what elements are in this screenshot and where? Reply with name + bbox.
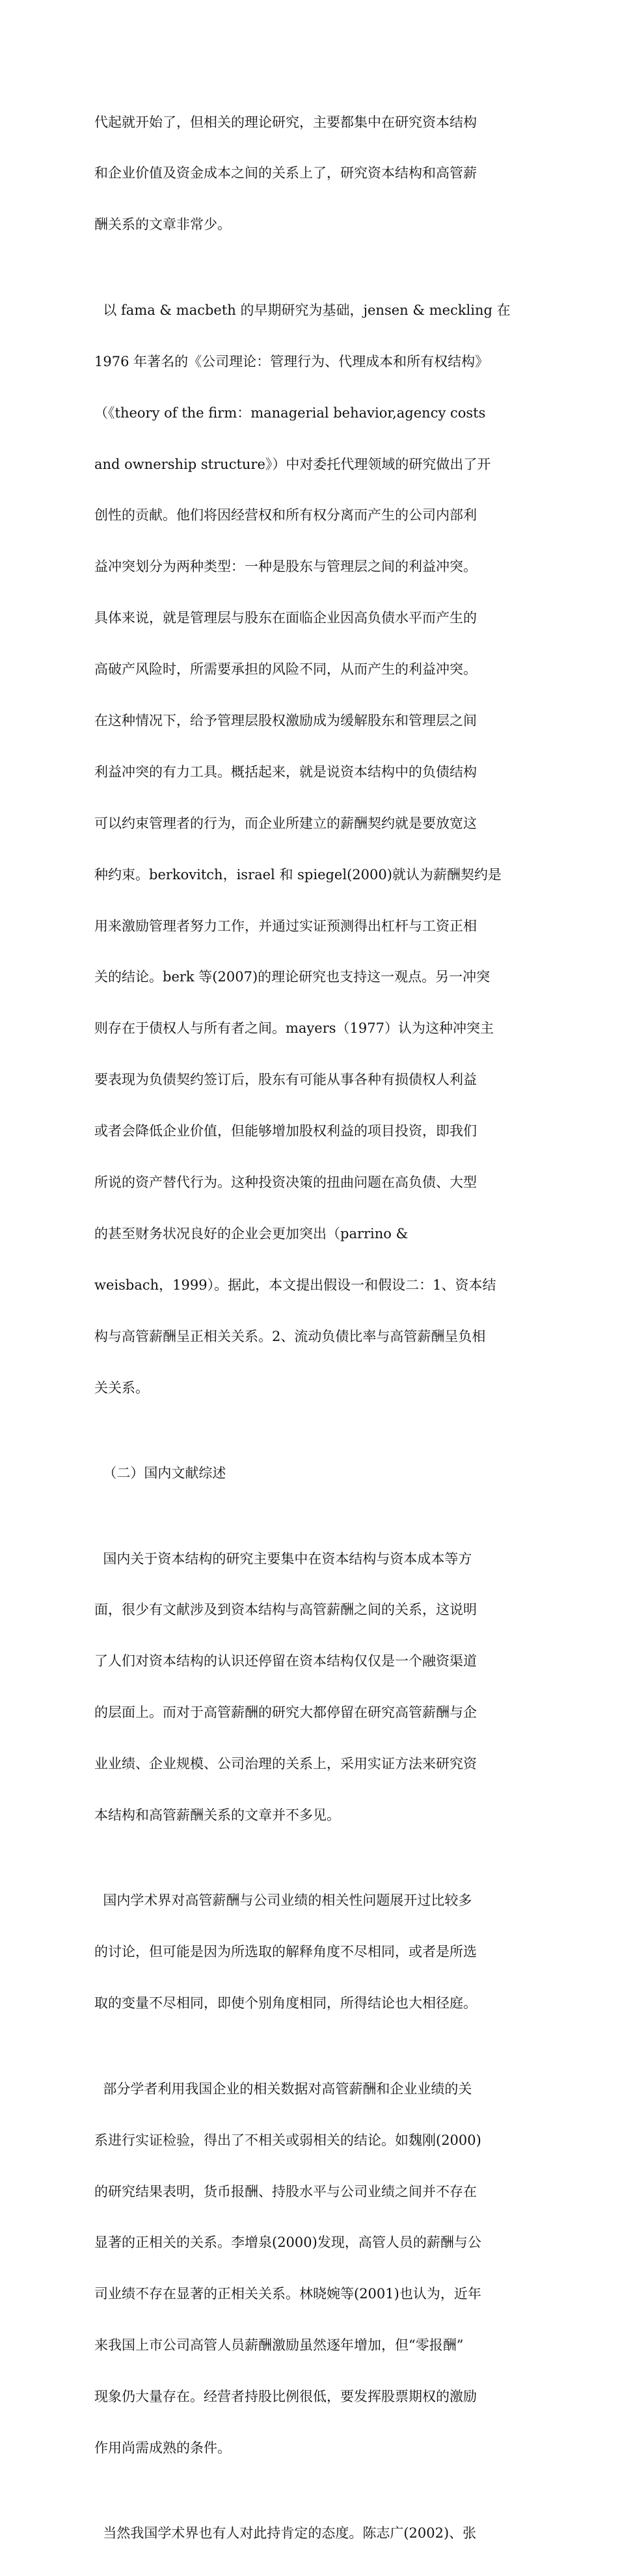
paragraph-5	[94, 2046, 516, 2491]
text-line: 和企业价值及资金成本之间的关系上了，研究资本结构和高管薪	[94, 165, 477, 181]
text-line: 在这种情况下，给予管理层股权激励成为缓解股东和管理层之间	[94, 712, 477, 728]
text-line: 了人们对资本结构的认识还停留在资本结构仅仅是一个融资渠道	[94, 1653, 477, 1669]
section-heading	[94, 1430, 516, 1515]
text-line: 则存在于债权人与所有者之间。mayers（1977）认为这种冲突主	[94, 1020, 494, 1037]
text-line: 1976 年著名的《公司理论：管理行为、代理成本和所有权结构》	[94, 353, 489, 369]
text-line: 构与高管薪酬呈正相关关系。2、流动负债比率与高管薪酬呈负相	[94, 1328, 486, 1344]
text-line: 种约束。berkovitch，israel 和 spiegel(2000)就认为薪酬契约是	[94, 866, 502, 883]
text-line: 可以约束管理者的行为，而企业所建立的薪酬契约就是要放宽这	[94, 815, 477, 831]
text-line: and ownership structure》）中对委托代理领域的研究做出了开	[94, 456, 491, 472]
text-line: 代起就开始了，但相关的理论研究，主要都集中在研究资本结构	[94, 114, 477, 130]
text-line: 关关系。	[94, 1379, 149, 1396]
paragraph-4	[94, 1858, 516, 2046]
text-line: 酬关系的文章非常少。	[94, 217, 231, 233]
text-line: 业业绩、企业规模、公司治理的关系上，采用实证方法来研究资	[94, 1756, 477, 1772]
text-line: 部分学者利用我国企业的相关数据对高管薪酬和企业业绩的关	[94, 2080, 472, 2097]
text-line: 利益冲突的有力工具。概括起来，就是说资本结构中的负债结构	[94, 764, 477, 780]
paragraph-3	[94, 1516, 516, 1858]
text-line: 取的变量不尽相同，即使个别角度相同，所得结论也大相径庭。	[94, 1995, 477, 2012]
paragraph-2	[94, 267, 516, 1430]
text-line: 的甚至财务状况良好的企业会更加突出（parrino &	[94, 1225, 409, 1242]
paragraph-6	[94, 2491, 516, 2576]
text-line: 用来激励管理者努力工作，并通过实证预测得出杠杆与工资正相	[94, 918, 477, 934]
text-line: 的研究结果表明，货币报酬、持股水平与公司业绩之间并不存在	[94, 2183, 477, 2199]
text-line: 以 fama & macbeth 的早期研究为基础，jensen & meckling 在	[94, 302, 511, 318]
text-line: 司业绩不存在显著的正相关关系。林晓婉等(2001)也认为，近年	[94, 2286, 481, 2302]
document-body	[94, 79, 516, 2576]
text-line: 国内学术界对高管薪酬与公司业绩的相关性问题展开过比较多	[94, 1892, 472, 1909]
text-line: 具体来说，就是管理层与股东在面临企业因高负债水平而产生的	[94, 610, 477, 626]
text-line: 高破产风险时，所需要承担的风险不同，从而产生的利益冲突。	[94, 661, 477, 678]
text-line: 当然我国学术界也有人对此持肯定的态度。陈志广(2002)、张	[94, 2525, 477, 2542]
text-line: 的层面上。而对于高管薪酬的研究大都停留在研究高管薪酬与企	[94, 1705, 477, 1721]
text-line: （《theory of the firm：managerial behavior,agency costs	[94, 405, 486, 421]
paragraph-1	[94, 79, 516, 267]
text-line: 国内关于资本结构的研究主要集中在资本结构与资本成本等方	[94, 1550, 472, 1567]
text-line: 要表现为负债契约签订后，股东有可能从事各种有损债权人利益	[94, 1072, 477, 1088]
text-line: 作用尚需成熟的条件。	[94, 2439, 231, 2456]
text-line: 创性的贡献。他们将因经营权和所有权分离而产生的公司内部利	[94, 507, 477, 524]
text-line: 所说的资产替代行为。这种投资决策的扭曲问题在高负债、大型	[94, 1175, 477, 1190]
text-line: 或者会降低企业价值，但能够增加股权利益的项目投资，即我们	[94, 1123, 477, 1139]
text-line: 面，很少有文献涉及到资本结构与高管薪酬之间的关系，这说明	[94, 1602, 477, 1618]
text-line: 关的结论。berk 等(2007)的理论研究也支持这一观点。另一冲突	[94, 969, 490, 985]
text-line: 来我国上市公司高管人员薪酬激励虽然逐年增加，但“零报酬”	[94, 2337, 464, 2354]
text-line: 显著的正相关的关系。李增泉(2000)发现，高管人员的薪酬与公	[94, 2235, 481, 2251]
text-line: 的讨论，但可能是因为所选取的解释角度不尽相同，或者是所选	[94, 1944, 477, 1960]
text-line: 系进行实证检验，得出了不相关或弱相关的结论。如魏刚(2000)	[94, 2132, 481, 2148]
text-line: 本结构和高管薪酬关系的文章并不多见。	[94, 1807, 340, 1823]
text-line: 益冲突划分为两种类型：一种是股东与管理层之间的利益冲突。	[94, 559, 477, 575]
text-line: 现象仍大量存在。经营者持股比例很低，要发挥股票期权的激励	[94, 2389, 477, 2405]
text-line: weisbach，1999）。据此，本文提出假设一和假设二：1、资本结	[94, 1277, 496, 1293]
heading-line: （二）国内文献综述	[94, 1465, 226, 1481]
